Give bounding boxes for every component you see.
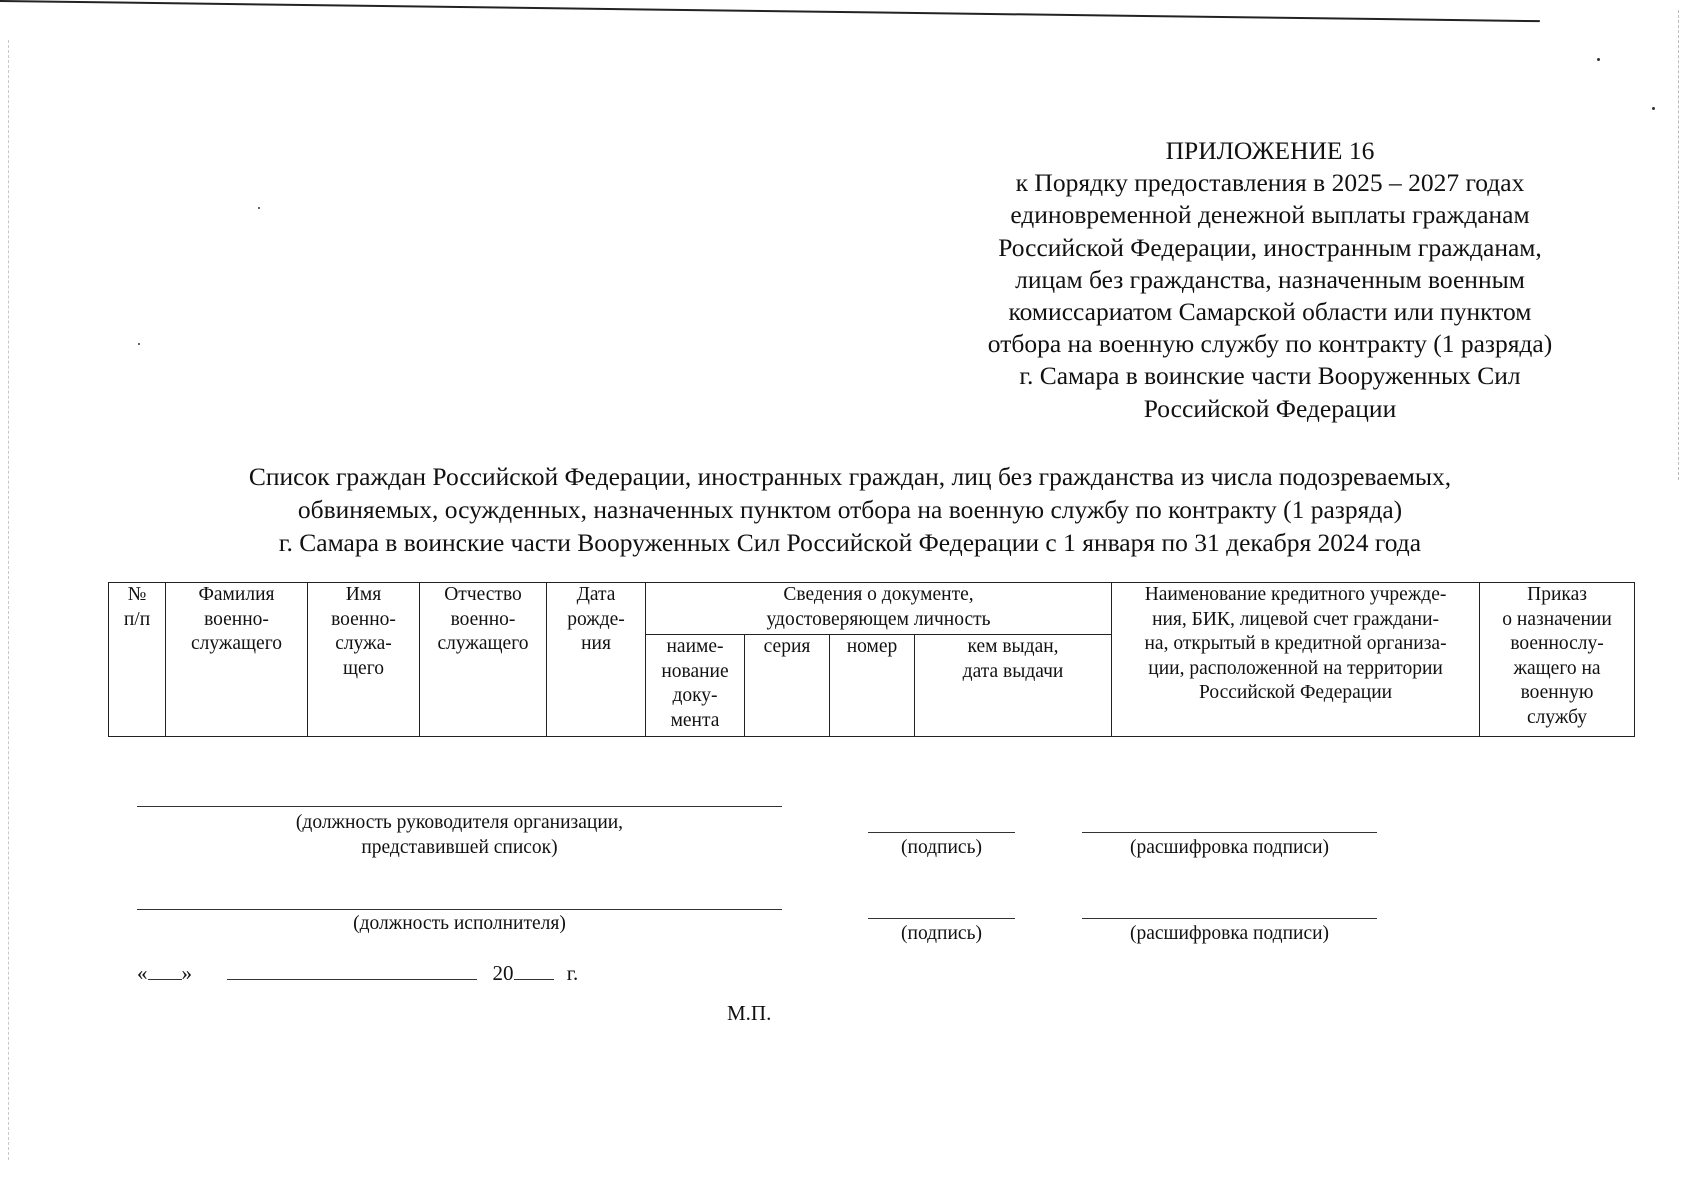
appendix-line: к Порядку предоставления в 2025 – 2027 годах [1015, 168, 1525, 198]
head-position-caption: (должность руководителя организации, представившей список) [295, 812, 624, 858]
col-header-bank-details: Наименование кредитного учрежде- ния, БИК, лицевой счет граждани- на, открытый в кредитной организа- ции, расположенной на территории Российской Федерации [1112, 583, 1480, 737]
appendix-header [950, 135, 1590, 425]
day-blank [148, 961, 182, 980]
col-header-name: Имя военно- служа- щего [308, 583, 420, 737]
col-header-series: серия [745, 635, 830, 736]
appendix-line: г. Самара в воинские части Вооруженных Сил [1019, 361, 1521, 391]
col-header-service-order: Приказ о назначении военнослу- жащего на военную службу [1480, 583, 1635, 737]
signature-caption-1: (подпись) [901, 837, 982, 858]
month-blank [227, 961, 477, 980]
date-close-quote: » [181, 961, 192, 985]
col-header-doc-number: номер [830, 635, 915, 736]
signature-line-1 [868, 832, 1015, 833]
executor-position-line [137, 909, 782, 910]
col-header-surname: Фамилия военно- служащего [166, 583, 308, 737]
year-prefix: 20 [492, 961, 514, 985]
date-field [137, 958, 578, 988]
scan-speck [1652, 107, 1655, 110]
title-line: Список граждан Российской Федерации, иностранных граждан, лиц без гражданства из числа подозреваемых, [248, 462, 1452, 491]
date-open-quote: « [137, 961, 148, 985]
year-suffix: г. [566, 961, 579, 985]
decoding-line-2 [1082, 918, 1377, 919]
scan-speck [1597, 58, 1600, 61]
document-title [100, 460, 1600, 559]
appendix-line: комиссариатом Самарской области или пунктом [1008, 297, 1532, 327]
appendix-line: единовременной денежной выплаты гражданам [1010, 200, 1530, 230]
col-header-patronymic: Отчество военно- служащего [420, 583, 547, 737]
year-blank [514, 961, 554, 980]
appendix-line: Российской Федерации, иностранным гражданам, [998, 232, 1542, 262]
signature-line-2 [868, 918, 1015, 919]
appendix-line: Российской Федерации [1143, 393, 1397, 423]
scan-right-edge [1678, 10, 1679, 480]
scan-left-edge [8, 40, 9, 1160]
decoding-line-1 [1082, 832, 1377, 833]
col-header-birth-date: Дата рожде- ния [547, 583, 646, 737]
appendix-line: ПРИЛОЖЕНИЕ 16 [1165, 136, 1375, 165]
col-header-number: № п/п [109, 583, 166, 737]
title-line: обвиняемых, осужденных, назначенных пунктом отбора на военную службу по контракту (1 разряда) [297, 495, 1403, 524]
stamp-place: М.П. [727, 1001, 772, 1025]
citizen-list-table [108, 582, 1635, 737]
scan-speck [138, 343, 140, 345]
decoding-caption-2: (расшифровка подписи) [1129, 923, 1330, 944]
decoding-caption-1: (расшифровка подписи) [1129, 837, 1330, 858]
executor-position-caption: (должность исполнителя) [353, 913, 566, 934]
col-header-identity-document: Сведения о документе, удостоверяющем личность [646, 583, 1112, 635]
signature-caption-2: (подпись) [901, 923, 982, 944]
scan-top-border [0, 0, 1540, 22]
col-header-issued-by: кем выдан, дата выдачи [915, 635, 1112, 736]
scan-speck [258, 207, 260, 209]
head-position-line [137, 806, 782, 807]
appendix-line: отбора на военную службу по контракту (1 разряда) [987, 329, 1553, 359]
appendix-line: лицам без гражданства, назначенным военным [1015, 264, 1525, 294]
title-line: г. Самара в воинские части Вооруженных Сил Российской Федерации с 1 января по 31 декабря 2024 года [278, 528, 1422, 557]
col-header-document-name: наиме- нование доку- мента [646, 635, 745, 736]
